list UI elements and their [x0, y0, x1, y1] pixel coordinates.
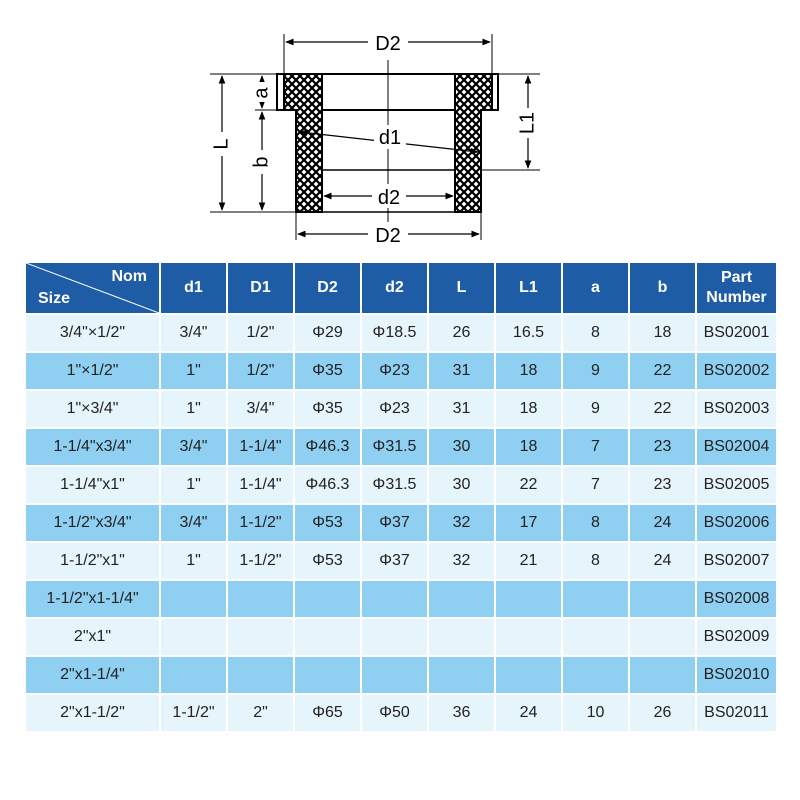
- header-L1: L1: [496, 263, 561, 313]
- bushing-right-wall: [455, 74, 492, 212]
- cell-d1-upper: 3/4": [228, 391, 293, 427]
- header-size: Size: [38, 290, 71, 307]
- cell-l: 31: [429, 353, 494, 389]
- cell-b: 18: [630, 315, 695, 351]
- cell-d2-upper: Φ53: [295, 505, 360, 541]
- bushing-left-wall: [284, 74, 322, 212]
- cell-size: 1"×3/4": [26, 391, 159, 427]
- cell-part: BS02004: [697, 429, 776, 465]
- cell-d1: [161, 619, 226, 655]
- header-nom-size-corner: [26, 263, 159, 313]
- cell-d2: Φ37: [362, 543, 427, 579]
- header-L: L: [429, 263, 494, 313]
- cell-b: 23: [630, 467, 695, 503]
- cell-d1-upper: [228, 619, 293, 655]
- cell-l1: 17: [496, 505, 561, 541]
- cell-l1: 18: [496, 391, 561, 427]
- cell-b: 24: [630, 543, 695, 579]
- cell-l1: 21: [496, 543, 561, 579]
- cell-d1: 3/4": [161, 429, 226, 465]
- cell-l1: 22: [496, 467, 561, 503]
- cell-b: [630, 657, 695, 693]
- cell-l1: 16.5: [496, 315, 561, 351]
- cell-d2: [362, 581, 427, 617]
- cell-l: [429, 657, 494, 693]
- cell-d2-upper: [295, 619, 360, 655]
- table-row: [26, 581, 776, 617]
- cell-l: 32: [429, 505, 494, 541]
- cell-d2: [362, 619, 427, 655]
- cell-d1-upper: [228, 581, 293, 617]
- table-row: [26, 467, 776, 503]
- cell-d2-upper: Φ46.3: [295, 467, 360, 503]
- cell-a: 9: [563, 353, 628, 389]
- cell-d1: 1": [161, 543, 226, 579]
- cell-l1: 24: [496, 695, 561, 731]
- cell-a: [563, 581, 628, 617]
- label-d2: d2: [377, 187, 401, 209]
- cell-size: 1"×1/2": [26, 353, 159, 389]
- cell-d2-upper: Φ46.3: [295, 429, 360, 465]
- header-part-line1: Part: [720, 269, 753, 286]
- cell-d2-upper: [295, 657, 360, 693]
- cell-size: 3/4"×1/2": [26, 315, 159, 351]
- cell-d1-upper: 1-1/4": [228, 467, 293, 503]
- label-b: b: [250, 156, 273, 168]
- header-d1: d1: [161, 263, 226, 313]
- cell-l1: [496, 657, 561, 693]
- label-D2-top: D2: [375, 33, 401, 55]
- cell-d1: [161, 581, 226, 617]
- header-b: b: [630, 263, 695, 313]
- table-row: [26, 505, 776, 541]
- cell-d1: [161, 657, 226, 693]
- cell-size: 2"x1-1/4": [26, 657, 159, 693]
- header-D1: D1: [228, 263, 293, 313]
- cell-d2-upper: [295, 581, 360, 617]
- cell-l: 32: [429, 543, 494, 579]
- label-d1: d1: [378, 127, 402, 149]
- table-row: [26, 657, 776, 693]
- cell-size: 2"x1-1/2": [26, 695, 159, 731]
- cell-part: BS02005: [697, 467, 776, 503]
- cell-a: [563, 619, 628, 655]
- cell-b: 22: [630, 391, 695, 427]
- header-D2: D2: [295, 263, 360, 313]
- cell-d2: [362, 657, 427, 693]
- cell-d1-upper: 1-1/4": [228, 429, 293, 465]
- cell-a: 10: [563, 695, 628, 731]
- cell-part: BS02001: [697, 315, 776, 351]
- cell-size: 1-1/2"x1-1/4": [26, 581, 159, 617]
- cell-size: 2"x1": [26, 619, 159, 655]
- cell-d1: 1": [161, 391, 226, 427]
- cell-l: 36: [429, 695, 494, 731]
- table-row: [26, 315, 776, 351]
- cell-d1: 3/4": [161, 315, 226, 351]
- cell-part: BS02006: [697, 505, 776, 541]
- table-header-row: [26, 263, 776, 313]
- cell-l: [429, 619, 494, 655]
- cell-d1: 1": [161, 353, 226, 389]
- table-row: [26, 429, 776, 465]
- header-nom: Nom: [111, 268, 147, 285]
- cell-b: [630, 619, 695, 655]
- table-row: [26, 619, 776, 655]
- cell-b: 26: [630, 695, 695, 731]
- label-L: L: [210, 138, 233, 150]
- table-row: [26, 353, 776, 389]
- cell-a: 8: [563, 315, 628, 351]
- cell-d1: 1": [161, 467, 226, 503]
- cell-l: [429, 581, 494, 617]
- cell-d1: 3/4": [161, 505, 226, 541]
- cell-d2: Φ31.5: [362, 429, 427, 465]
- cell-d2-upper: Φ65: [295, 695, 360, 731]
- cell-d1: 1-1/2": [161, 695, 226, 731]
- cell-a: 7: [563, 429, 628, 465]
- cell-d2-upper: Φ35: [295, 353, 360, 389]
- cell-d1-upper: 1/2": [228, 353, 293, 389]
- label-a: a: [250, 87, 273, 99]
- cell-d1-upper: [228, 657, 293, 693]
- cell-d1-upper: 2": [228, 695, 293, 731]
- cell-d1-upper: 1-1/2": [228, 543, 293, 579]
- cell-d2: Φ37: [362, 505, 427, 541]
- cell-a: 9: [563, 391, 628, 427]
- cell-l: 31: [429, 391, 494, 427]
- cell-l: 30: [429, 429, 494, 465]
- cell-l1: 18: [496, 353, 561, 389]
- cell-d1-upper: 1/2": [228, 315, 293, 351]
- cell-d2: Φ18.5: [362, 315, 427, 351]
- cell-a: [563, 657, 628, 693]
- cell-l1: [496, 619, 561, 655]
- cell-d2-upper: Φ53: [295, 543, 360, 579]
- cell-part: BS02003: [697, 391, 776, 427]
- cell-a: 8: [563, 543, 628, 579]
- specification-table: [24, 261, 778, 733]
- cell-l1: 18: [496, 429, 561, 465]
- cell-b: [630, 581, 695, 617]
- cell-d2-upper: Φ35: [295, 391, 360, 427]
- header-part-number: [697, 263, 776, 313]
- table-row: [26, 543, 776, 579]
- cell-size: 1-1/2"x3/4": [26, 505, 159, 541]
- cell-l: 26: [429, 315, 494, 351]
- label-L1: L1: [516, 111, 539, 135]
- cell-d2: Φ31.5: [362, 467, 427, 503]
- table-body: [26, 315, 776, 731]
- cell-l: 30: [429, 467, 494, 503]
- cell-d2-upper: Φ29: [295, 315, 360, 351]
- cell-part: BS02007: [697, 543, 776, 579]
- cell-part: BS02008: [697, 581, 776, 617]
- cell-a: 8: [563, 505, 628, 541]
- cell-part: BS02010: [697, 657, 776, 693]
- cell-size: 1-1/4"x3/4": [26, 429, 159, 465]
- cell-b: 22: [630, 353, 695, 389]
- header-a: a: [563, 263, 628, 313]
- cell-size: 1-1/4"x1": [26, 467, 159, 503]
- cell-b: 24: [630, 505, 695, 541]
- cell-size: 1-1/2"x1": [26, 543, 159, 579]
- label-D2-bottom: D2: [375, 225, 401, 247]
- table-row: [26, 391, 776, 427]
- cell-b: 23: [630, 429, 695, 465]
- cell-d2: Φ23: [362, 391, 427, 427]
- header-part-line2: Number: [706, 289, 767, 306]
- bushing-cross-section-diagram: [0, 0, 800, 260]
- cell-a: 7: [563, 467, 628, 503]
- cell-d2: Φ50: [362, 695, 427, 731]
- table-row: [26, 695, 776, 731]
- cell-part: BS02002: [697, 353, 776, 389]
- cell-d2: Φ23: [362, 353, 427, 389]
- cell-d1-upper: 1-1/2": [228, 505, 293, 541]
- cell-l1: [496, 581, 561, 617]
- cell-part: BS02011: [697, 695, 776, 731]
- cell-part: BS02009: [697, 619, 776, 655]
- header-d2: d2: [362, 263, 427, 313]
